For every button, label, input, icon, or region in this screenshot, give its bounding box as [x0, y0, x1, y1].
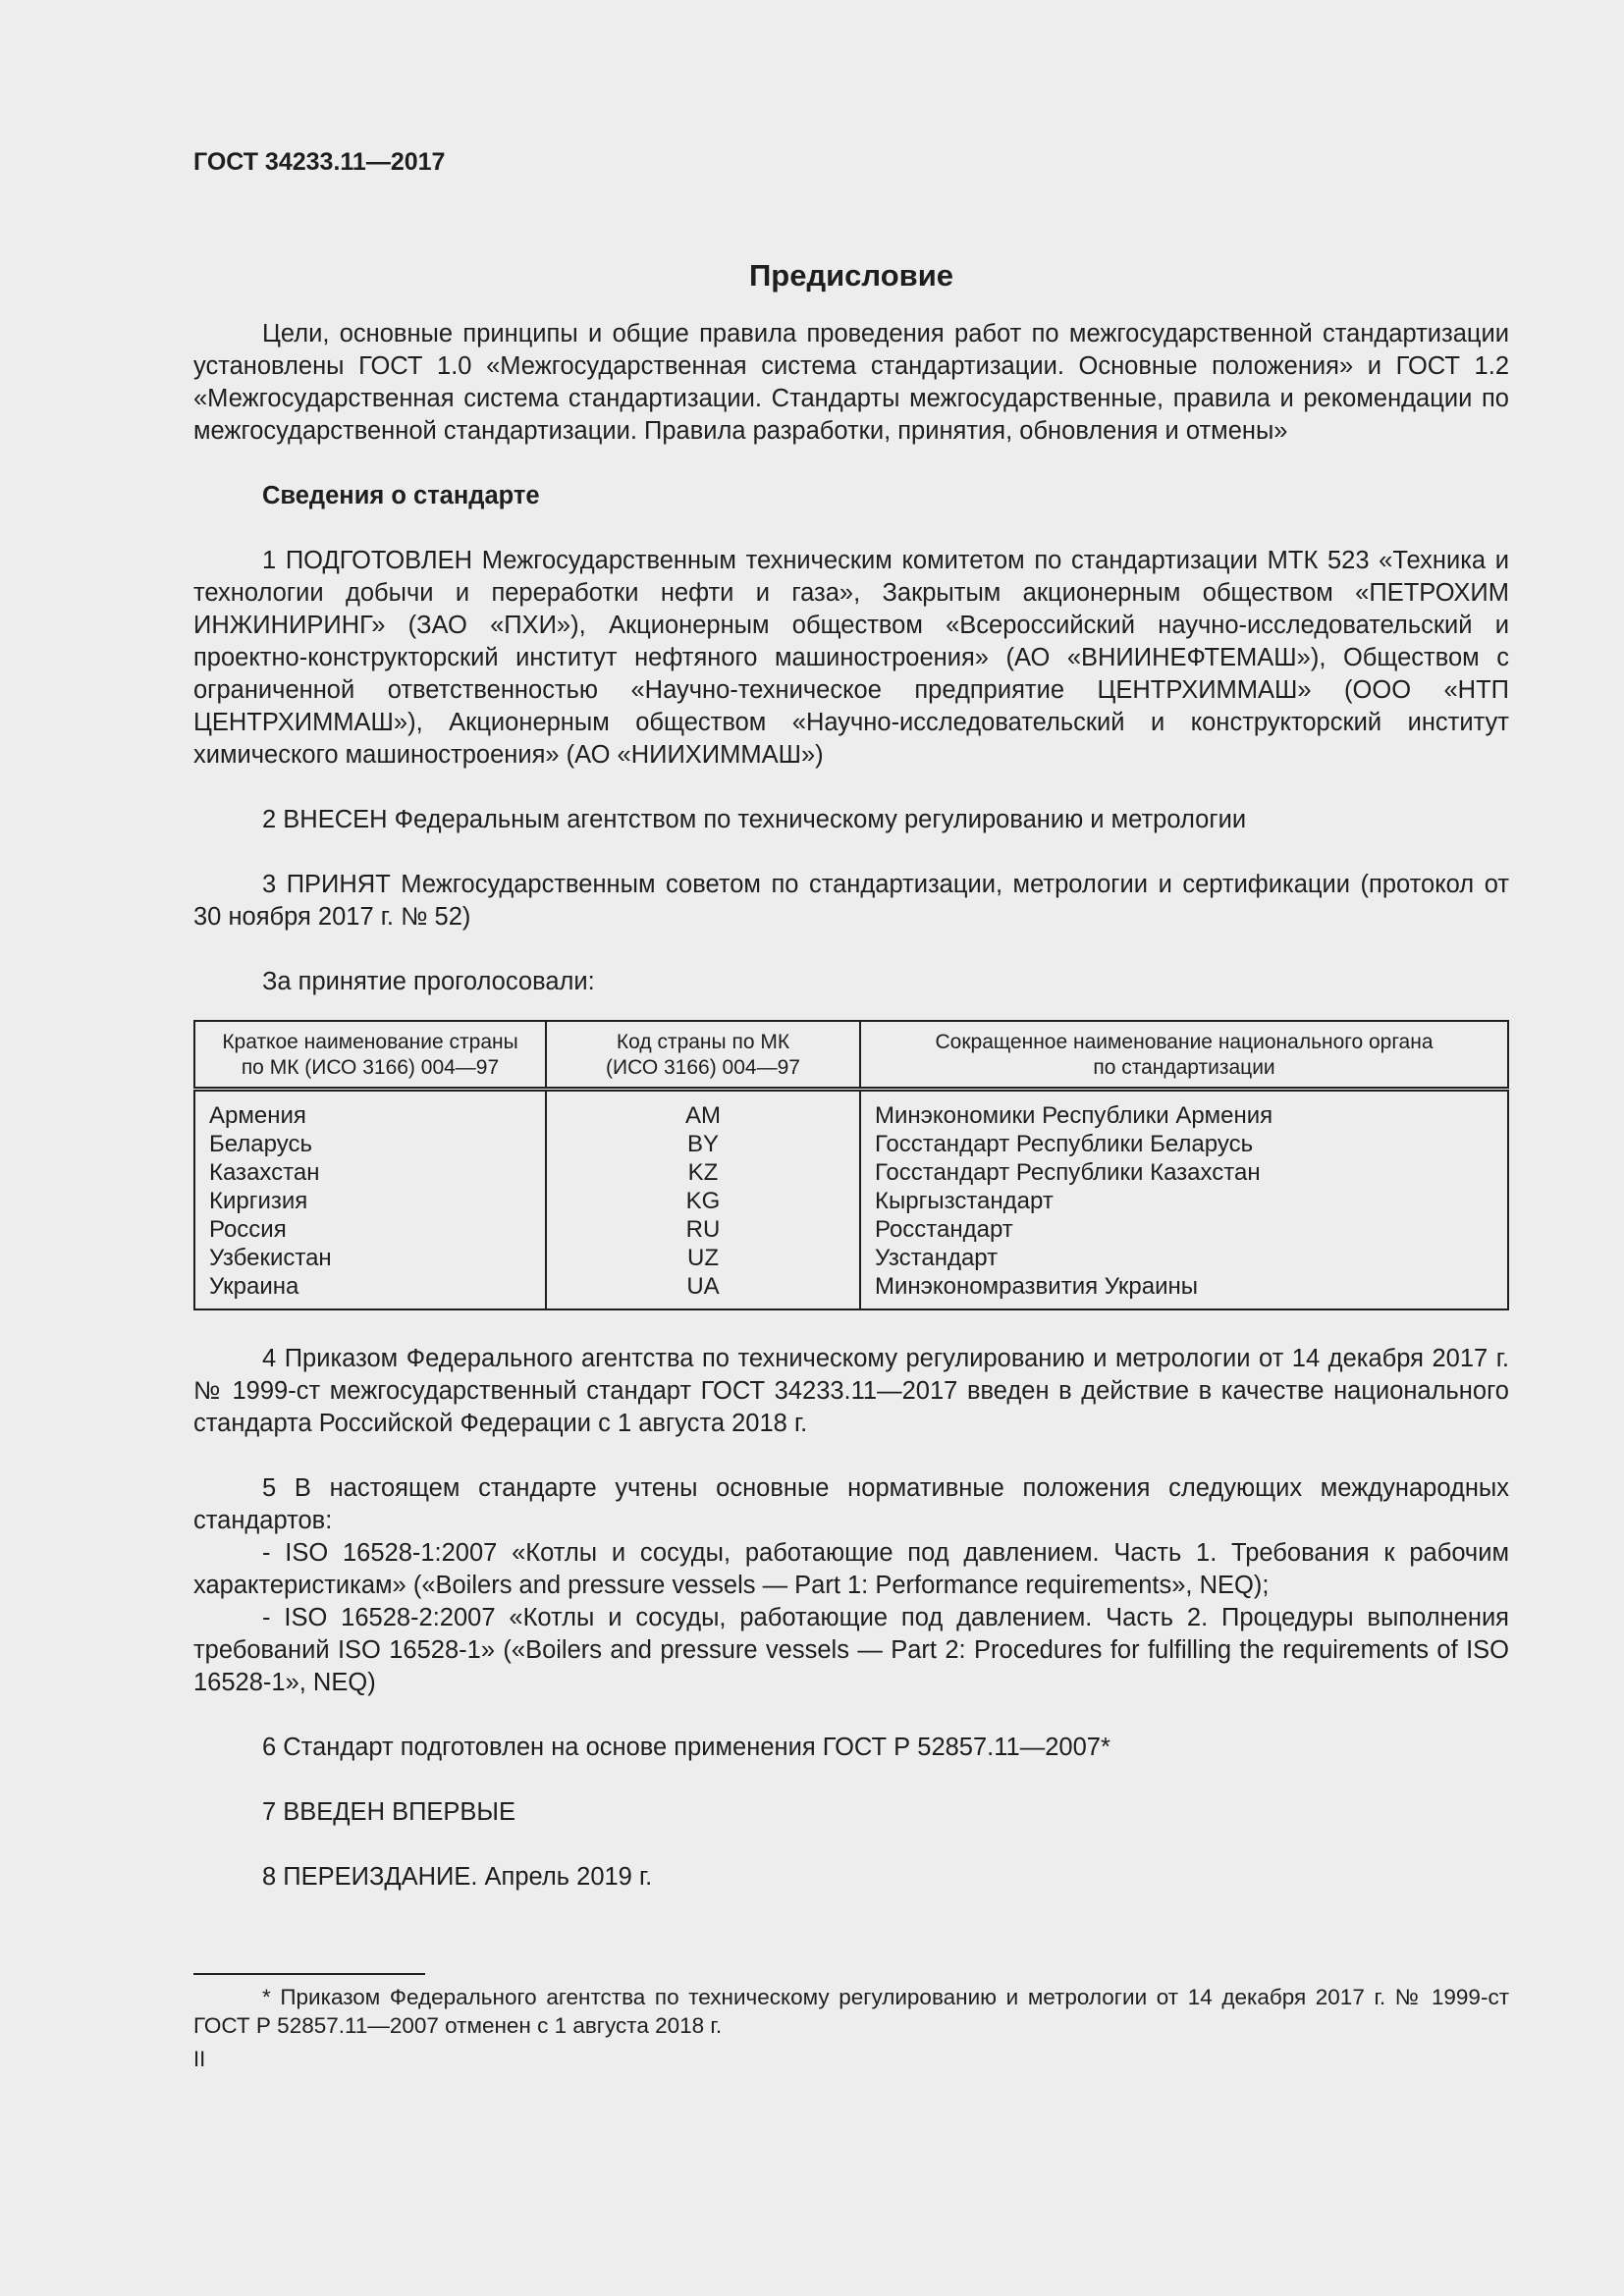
authority-cell: Госстандарт Республики Казахстан [875, 1159, 1261, 1186]
header-line: по МК (ИСО 3166) 004—97 [241, 1056, 500, 1079]
column-header-code [546, 1021, 860, 1090]
country-cell: Узбекистан [194, 1244, 546, 1272]
header-line: Сокращенное наименование национального органа [935, 1031, 1434, 1053]
item-3-paragraph: 3 ПРИНЯТ Межгосударственным советом по стандартизации, метрологии и сертификации (протокол от 30 ноября 2017 г. № 52) [193, 871, 1509, 931]
code-cell: AM [546, 1090, 860, 1131]
country-cell: Россия [194, 1215, 546, 1244]
section-heading: Сведения о стандарте [262, 482, 540, 509]
authority-cell: Минэкономики Республики Армения [875, 1102, 1273, 1129]
header-line: Краткое наименование страны [222, 1031, 518, 1053]
item-8-paragraph: 8 ПЕРЕИЗДАНИЕ. Апрель 2019 г. [262, 1863, 653, 1891]
header-line: (ИСО 3166) 004—97 [606, 1056, 800, 1079]
country-cell: Армения [194, 1090, 546, 1131]
document-code: ГОСТ 34233.11—2017 [193, 148, 446, 176]
table-row [194, 1158, 1508, 1187]
country-cell: Киргизия [194, 1187, 546, 1215]
table-row [194, 1090, 1508, 1131]
page-title: Предисловие [748, 258, 953, 293]
country-cell: Казахстан [194, 1158, 546, 1187]
intro-paragraph: Цели, основные принципы и общие правила проведения работ по межгосударственной стандартизации установлены ГОСТ 1.0 «Межгосударственная система стандартизации. Основные положения» и ГОСТ 1.2 «Межгосударственная система стандартизации. Стандарты межгосударственные, правила и рекомендации по межгосударственной стандартизации. Правила разработки, принятия, обновления и отмены» [193, 320, 1509, 445]
code-cell: KZ [546, 1158, 860, 1187]
header-line: по стандартизации [1093, 1056, 1275, 1079]
item-7-paragraph: 7 ВВЕДЕН ВПЕРВЫЕ [262, 1798, 516, 1826]
document-page [193, 145, 1509, 2073]
voting-table [193, 1020, 1509, 1310]
code-cell: UA [546, 1272, 860, 1309]
code-cell: KG [546, 1187, 860, 1215]
code-cell: UZ [546, 1244, 860, 1272]
header-line: Код страны по МК [616, 1031, 790, 1053]
authority-cell: Госстандарт Республики Беларусь [875, 1131, 1254, 1157]
voted-label: За принятие проголосовали: [262, 968, 595, 995]
item-2-paragraph: 2 ВНЕСЕН Федеральным агентством по техническому регулированию и метрологии [262, 806, 1247, 833]
item-1-paragraph: 1 ПОДГОТОВЛЕН Межгосударственным техническим комитетом по стандартизации МТК 523 «Техника и технологии добычи и переработки нефти и газа», Закрытым акционерным обществом «ПЕТРОХИМ ИНЖИНИРИНГ» (ЗАО «ПХИ»), Акционерным обществом «Всероссийский научно-исследовательский и проектно-конструкторский институт нефтяного машиностроения» (АО «ВНИИНЕФТЕМАШ»), Обществом с ограниченной ответственностью «Научно-техническое предприятие ЦЕНТРХИММАШ» (ООО «НТП ЦЕНТРХИММАШ»), Акционерным обществом «Научно-исследовательский и конструкторский институт химического машиностроения» (АО «НИИХИММАШ») [193, 547, 1509, 769]
table-row [194, 1244, 1508, 1272]
authority-cell: Росстандарт [875, 1216, 1013, 1243]
footnote: * Приказом Федерального агентства по техническому регулированию и метрологии от 14 декабря 2017 г. № 1999-ст ГОСТ Р 52857.11—2007 отменен с 1 августа 2018 г. [193, 1985, 1509, 2038]
table-row [194, 1187, 1508, 1215]
code-cell: RU [546, 1215, 860, 1244]
column-header-authority [860, 1021, 1508, 1090]
authority-cell: Минэкономразвития Украины [875, 1273, 1199, 1300]
footnote-divider [193, 1973, 425, 1975]
item-5-list-item: - ISO 16528-2:2007 «Котлы и сосуды, работающие под давлением. Часть 2. Процедуры выполнения требований ISO 16528-1» («Boilers and pressure vessels — Part 2: Procedures for fulfilling the requirements of ISO 16528-1», NEQ) [193, 1604, 1509, 1696]
item-4-paragraph: 4 Приказом Федерального агентства по техническому регулированию и метрологии от 14 декабря 2017 г. № 1999-ст межгосударственный стандарт ГОСТ 34233.11—2017 введен в действие в качестве национального стандарта Российской Федерации с 1 августа 2018 г. [193, 1345, 1509, 1437]
item-5-paragraph: 5 В настоящем стандарте учтены основные нормативные положения следующих международных стандартов: [193, 1474, 1509, 1534]
table-row [194, 1130, 1508, 1158]
page-number: II [193, 2047, 206, 2071]
country-cell: Беларусь [194, 1130, 546, 1158]
item-5-list-item: - ISO 16528-1:2007 «Котлы и сосуды, работающие под давлением. Часть 1. Требования к рабочим характеристикам» («Boilers and pressure vessels — Part 1: Performance requirements», NEQ); [193, 1539, 1509, 1599]
country-cell: Украина [194, 1272, 546, 1309]
authority-cell: Узстандарт [875, 1245, 999, 1271]
code-cell: BY [546, 1130, 860, 1158]
authority-cell: Кыргызстандарт [875, 1188, 1054, 1214]
table-header-row [194, 1021, 1508, 1090]
table-row [194, 1272, 1508, 1309]
column-header-country [194, 1021, 546, 1090]
table-row [194, 1215, 1508, 1244]
item-6-paragraph: 6 Стандарт подготовлен на основе применения ГОСТ Р 52857.11—2007* [262, 1734, 1110, 1761]
